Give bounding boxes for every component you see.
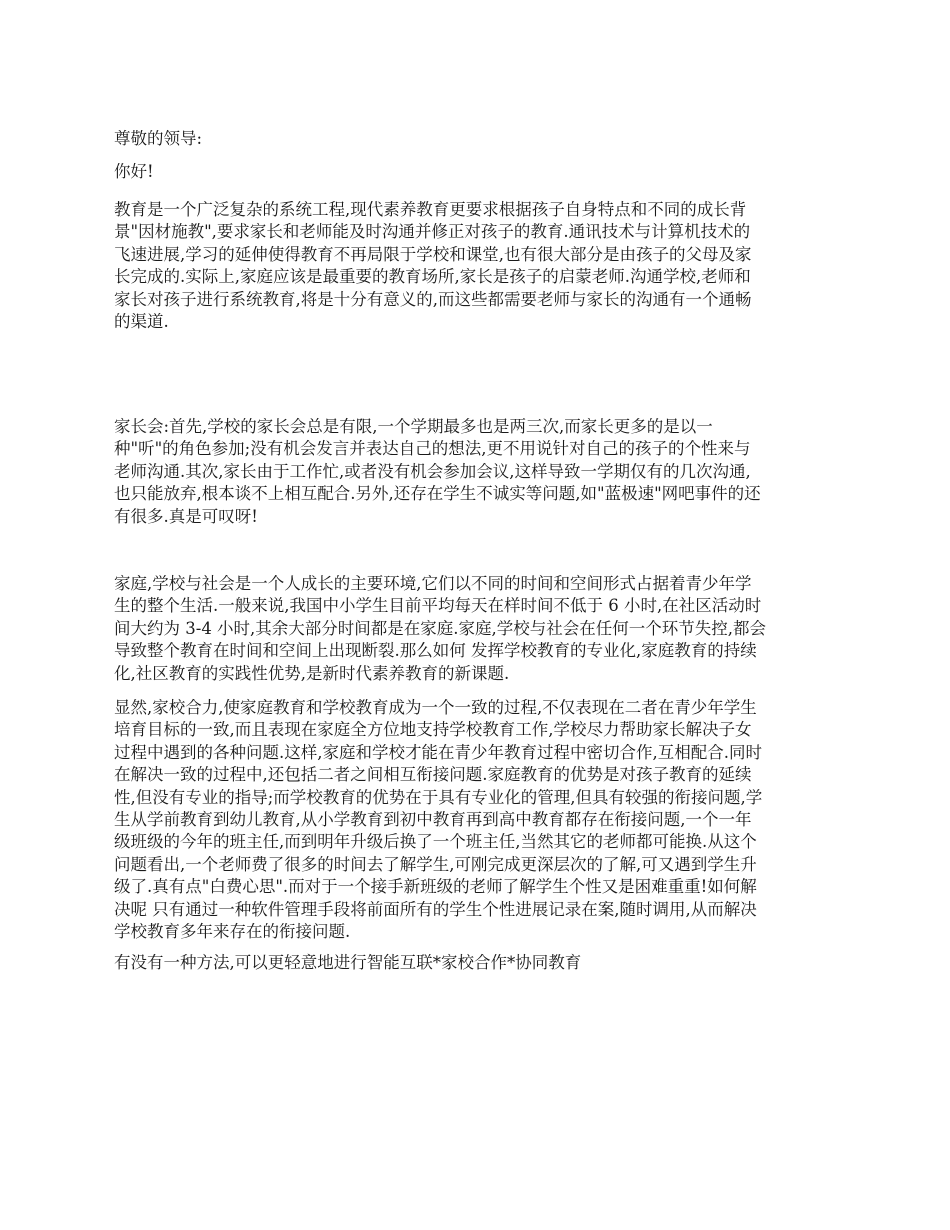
text-line: 老师沟通.其次,家长由于工作忙,或者没有机会参加会议,这样导致一学期仅有的几次沟通, [114,461,751,481]
text-line: 在解决一致的过程中,还包括二者之间相互衔接问题.家庭教育的优势是对孩子教育的延续 [114,765,752,785]
cooperation-paragraph [114,697,834,943]
text-line: 家庭,学校与社会是一个人成长的主要环境,它们以不同的时间和空间形式占据着青少年学 [114,574,752,593]
text-line: 景"因材施教",要求家长和老师能及时沟通并修正对孩子的教育.通讯技术与计算机技术的 [114,222,751,242]
parent-meeting-paragraph [114,416,834,528]
text-line: 级了.真有点"白费心思".而对于一个接手新班级的老师了解学生个性又是困难重重!如何解 [114,877,757,897]
intro-paragraph [114,199,834,333]
text-line: 种"听"的角色参加;没有机会发言并表达自己的想法,更不用说针对自己的孩子的个性来与 [114,439,751,459]
salutation: 尊敬的领导: [114,129,203,148]
text-line: 显然,家校合力,使家庭教育和学校教育成为一个一致的过程,不仅表现在二者在青少年学生 [114,698,757,717]
text-line: 生从学前教育到幼儿教育,从小学教育到初中教育再到高中教育都存在衔接问题,一个一年 [114,810,752,830]
text-line: 飞速进展,学习的延伸使得教育不再局限于学校和课堂,也有很大部分是由孩子的父母及家 [114,244,752,264]
text-line: 家长会:首先,学校的家长会总是有限,一个学期最多也是两三次,而家长更多的是以一 [114,417,713,436]
text-line: 学校教育多年来存在的衔接问题. [114,922,351,942]
text-line: 过程中遇到的各种问题.这样,家庭和学校才能在青少年教育过程中密切合作,互相配合.同时 [114,742,762,762]
text-line: 导致整个教育在时间和空间上出现断裂.那么如何 发挥学校教育的专业化,家庭教育的持续 [114,641,757,661]
text-line: 决呢 只有通过一种软件管理手段将前面所有的学生个性进展记录在案,随时调用,从而解决 [114,899,757,919]
text-line: 问题看出,一个老师费了很多的时间去了解学生,可刚完成更深层次的了解,可又遇到学生升 [114,854,757,874]
text-line: 的渠道. [114,312,169,332]
environment-paragraph [114,573,834,685]
text-line: 级班级的今年的班主任,而到明年升级后换了一个班主任,当然其它的老师都可能换.从这个 [114,832,757,852]
greeting: 你好! [114,162,154,181]
closing-line: 有没有一种方法,可以更轻意地进行智能互联*家校合作*协同教育 [114,953,582,972]
text-line: 家长对孩子进行系统教育,将是十分有意义的,而这些都需要老师与家长的沟通有一个通畅 [114,289,752,309]
text-line: 间大约为 3-4 小时,其余大部分时间都是在家庭.家庭,学校与社会在任何一个环节失控,都会 [114,618,767,638]
text-line: 长完成的.实际上,家庭应该是最重要的教育场所,家长是孩子的启蒙老师.沟通学校,老师和 [114,267,751,287]
text-line: 化,社区教育的实践性优势,是新时代素养教育的新课题. [114,663,510,683]
text-line: 教育是一个广泛复杂的系统工程,现代素养教育更要求根据孩子自身特点和不同的成长背 [114,200,747,219]
text-line: 性,但没有专业的指导;而学校教育的优势在于具有专业化的管理,但具有较强的衔接问题,学 [114,787,763,807]
text-line: 生的整个生活.一般来说,我国中小学生目前平均每天在样时间不低于 6 小时,在社区活动时 [114,596,762,616]
text-line: 也只能放弃,根本谈不上相互配合.另外,还存在学生不诚实等问题,如"蓝极速"网吧事件的还 [114,484,761,504]
text-line: 培育目标的一致,而且表现在家庭全方位地支持学校教育工作,学校尽力帮助家长解决子女 [114,720,752,740]
text-line: 有很多.真是可叹呀! [114,506,258,526]
